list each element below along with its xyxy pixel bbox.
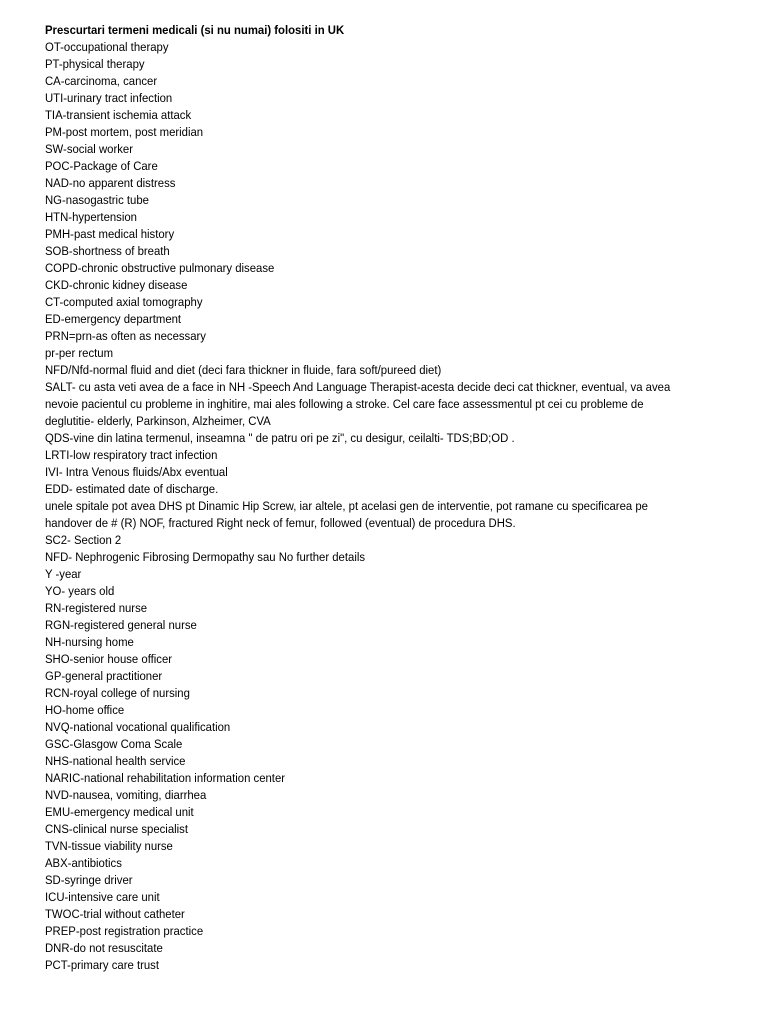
list-item: SOB-shortness of breath xyxy=(45,244,170,258)
list-item: PCT-primary care trust xyxy=(45,958,159,972)
list-item: SC2- Section 2 xyxy=(45,533,122,547)
list-item: NAD-no apparent distress xyxy=(45,176,176,190)
document-title: Prescurtari termeni medicali (si nu numai) folositi in UK xyxy=(45,23,345,37)
list-item: RN-registered nurse xyxy=(45,601,148,615)
list-item: HTN-hypertension xyxy=(45,210,137,224)
list-item: pr-per rectum xyxy=(45,346,114,360)
list-item: EDD- estimated date of discharge. xyxy=(45,482,219,496)
list-item: NFD/Nfd-normal fluid and diet (deci fara thickner in fluide, fara soft/pureed diet) xyxy=(45,363,442,377)
list-item: PT-physical therapy xyxy=(45,57,145,71)
list-item: PREP-post registration practice xyxy=(45,924,204,938)
list-item: NFD- Nephrogenic Fibrosing Dermopathy sau No further details xyxy=(45,550,366,564)
list-item: SD-syringe driver xyxy=(45,873,133,887)
list-item: UTI-urinary tract infection xyxy=(45,91,173,105)
list-item: TWOC-trial without catheter xyxy=(45,907,185,921)
list-item: CNS-clinical nurse specialist xyxy=(45,822,188,836)
list-item: POC-Package of Care xyxy=(45,159,158,173)
list-item: RCN-royal college of nursing xyxy=(45,686,190,700)
list-item: NHS-national health service xyxy=(45,754,186,768)
list-item: ABX-antibiotics xyxy=(45,856,122,870)
list-item: ICU-intensive care unit xyxy=(45,890,160,904)
list-item: COPD-chronic obstructive pulmonary disease xyxy=(45,261,275,275)
document-page xyxy=(45,22,687,974)
list-item: RGN-registered general nurse xyxy=(45,618,197,632)
list-item: CA-carcinoma, cancer xyxy=(45,74,158,88)
list-item: NG-nasogastric tube xyxy=(45,193,149,207)
list-item: SW-social worker xyxy=(45,142,133,156)
list-item: PMH-past medical history xyxy=(45,227,175,241)
list-item: CT-computed axial tomography xyxy=(45,295,203,309)
list-item: IVI- Intra Venous fluids/Abx eventual xyxy=(45,465,228,479)
list-item: DNR-do not resuscitate xyxy=(45,941,163,955)
list-item: GSC-Glasgow Coma Scale xyxy=(45,737,183,751)
list-item: PM-post mortem, post meridian xyxy=(45,125,204,139)
list-item: YO- years old xyxy=(45,584,115,598)
list-item: CKD-chronic kidney disease xyxy=(45,278,188,292)
abbreviation-list xyxy=(45,39,687,974)
list-item: OT-occupational therapy xyxy=(45,40,169,54)
list-item: SALT- cu asta veti avea de a face in NH -Speech And Language Therapist-acesta decide deci cat thickner, eventual, va avea nevoie pacientul cu probleme in inghitire, mai ales following a stroke. Cel care face assessmentul pt cei cu probleme de deglutitie- elderly, Parkinson, Alzheimer, CVA xyxy=(45,380,671,428)
list-item: Y -year xyxy=(45,567,82,581)
list-item: SHO-senior house officer xyxy=(45,652,173,666)
list-item: NVD-nausea, vomiting, diarrhea xyxy=(45,788,207,802)
list-item: EMU-emergency medical unit xyxy=(45,805,194,819)
list-item: PRN=prn-as often as necessary xyxy=(45,329,206,343)
list-item: TIA-transient ischemia attack xyxy=(45,108,192,122)
list-item: TVN-tissue viability nurse xyxy=(45,839,173,853)
list-item: unele spitale pot avea DHS pt Dinamic Hip Screw, iar altele, pt acelasi gen de interventie, pot ramane cu specificarea pe handover de # (R) NOF, fractured Right neck of femur, followed (eventual) de procedura DHS. xyxy=(45,499,648,530)
list-item: GP-general practitioner xyxy=(45,669,163,683)
list-item: ED-emergency department xyxy=(45,312,182,326)
list-item: NARIC-national rehabilitation information center xyxy=(45,771,286,785)
list-item: QDS-vine din latina termenul, inseamna " de patru ori pe zi", cu desigur, ceilalti- TDS;BD;OD . xyxy=(45,431,515,445)
list-item: HO-home office xyxy=(45,703,125,717)
list-item: NVQ-national vocational qualification xyxy=(45,720,231,734)
list-item: LRTI-low respiratory tract infection xyxy=(45,448,218,462)
list-item: NH-nursing home xyxy=(45,635,134,649)
